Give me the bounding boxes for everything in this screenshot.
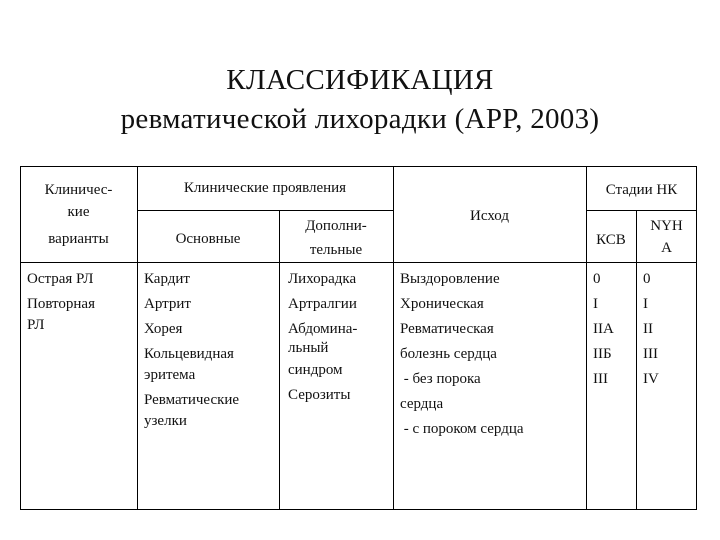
table-border-bottom: [20, 509, 697, 510]
title-line-2: ревматической лихорадки (АРР, 2003): [120, 103, 600, 135]
header-divider: [20, 262, 697, 263]
header-stages: Стадии НК: [605, 182, 678, 198]
col-rule-1: [137, 166, 138, 510]
header-additional: Дополни- тельные: [305, 218, 367, 258]
col-rule-4: [586, 166, 587, 510]
stages-subheader-rule: [586, 210, 697, 211]
header-nyha: NYH A: [650, 218, 683, 256]
header-ksv: КСВ: [596, 232, 626, 248]
clinical-subheader-rule: [137, 210, 393, 211]
title-line-1: КЛАССИФИКАЦИЯ: [226, 64, 494, 96]
header-clinical-manifestations: Клинические проявления: [183, 180, 347, 196]
header-outcome: Исход: [470, 208, 509, 224]
cell-outcome: Выздоровление Хроническая Ревматическая болезнь сердца - без порока сердца - с пороком сердца: [400, 271, 524, 437]
cell-nyha: 0 I II III IV: [643, 271, 659, 387]
table-border-top: [20, 166, 697, 167]
header-variants: Клиничес- кие варианты: [44, 182, 113, 247]
cell-main: Кардит Артрит Хорея Кольцевидная эритема Ревматические узелки: [144, 271, 240, 429]
cell-additional: Лихорадка Артралгии Абдомина- льный синдром Серозиты: [288, 271, 358, 403]
cell-variants: Острая РЛ Повторная РЛ: [27, 271, 95, 333]
cell-ksv: 0 I IIА IIБ III: [593, 271, 614, 387]
header-main: Основные: [175, 231, 241, 247]
